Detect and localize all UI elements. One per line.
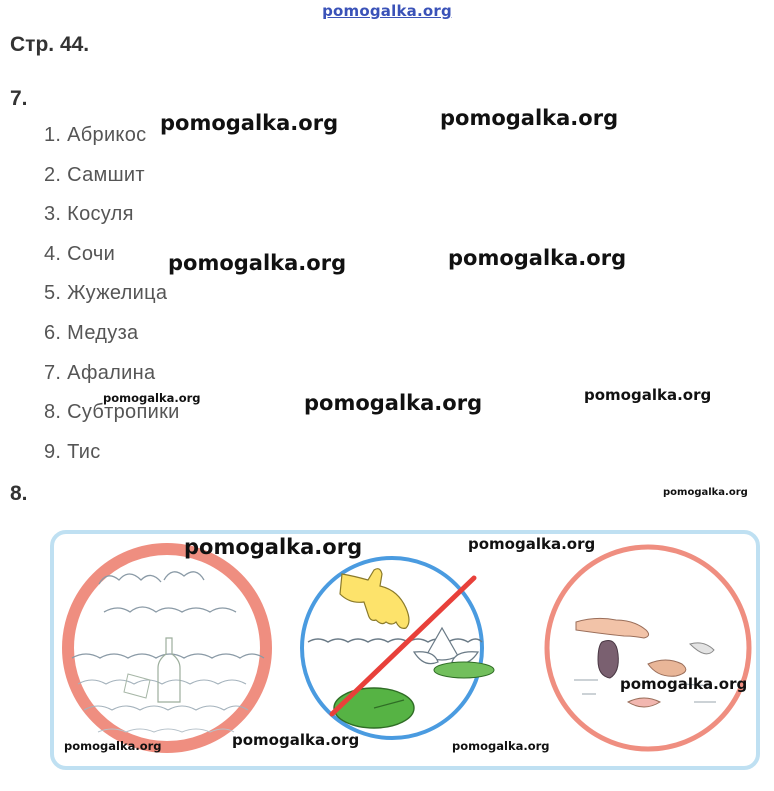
list-item: 5. Жужелица <box>44 282 168 305</box>
sign-no-litter-in-water <box>68 549 266 747</box>
task-7-answer-list <box>44 124 180 480</box>
watermark: pomogalka.org <box>584 386 712 404</box>
watermark: pomogalka.org <box>232 731 360 749</box>
watermark: pomogalka.org <box>440 106 619 130</box>
sign-no-picking-water-lilies <box>302 558 494 738</box>
list-item: 3. Косуля <box>44 203 134 226</box>
page-title: Стр. 44. <box>10 33 90 56</box>
list-item: 1. Абрикос <box>44 124 147 146</box>
watermark: pomogalka.org <box>64 739 162 753</box>
signs-illustration <box>54 534 756 766</box>
watermark: pomogalka.org <box>448 246 627 270</box>
task-7-number: 7. <box>10 87 28 110</box>
watermark: pomogalka.org <box>468 535 596 553</box>
list-item: 6. Медуза <box>44 321 139 344</box>
watermark: pomogalka.org <box>184 535 363 559</box>
list-item: 2. Самшит <box>44 163 145 186</box>
list-item: 7. Афалина <box>44 361 156 384</box>
list-item: 8. Субтропики <box>44 401 180 424</box>
task-8-signs-picture <box>50 530 760 770</box>
watermark: pomogalka.org <box>663 487 748 498</box>
watermark: pomogalka.org <box>452 739 550 753</box>
watermark: pomogalka.org <box>103 391 201 405</box>
list-item: 9. Тис <box>44 440 101 463</box>
list-item: 4. Сочи <box>44 242 116 265</box>
watermark: pomogalka.org <box>160 111 339 135</box>
watermark: pomogalka.org <box>168 251 347 275</box>
task-8-number: 8. <box>10 482 28 505</box>
watermark: pomogalka.org <box>620 675 748 693</box>
site-watermark-top[interactable]: pomogalka.org <box>322 2 452 20</box>
watermark: pomogalka.org <box>304 391 483 415</box>
sign-no-catching-animals <box>547 547 749 749</box>
